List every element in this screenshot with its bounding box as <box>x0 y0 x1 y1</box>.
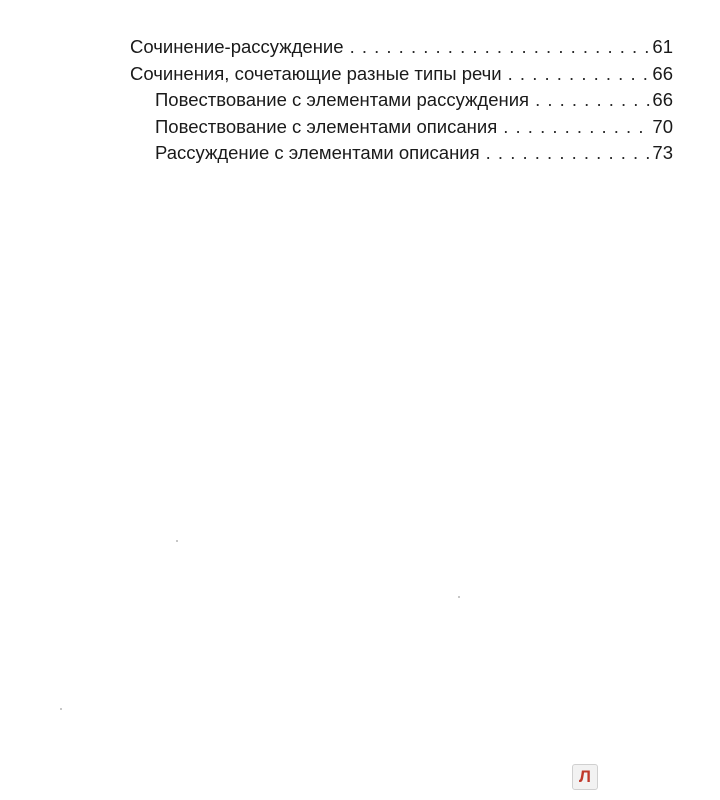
toc-dot-leader <box>480 140 653 166</box>
toc-entry-title: Сочинение-рассуждение <box>130 36 344 57</box>
table-of-contents <box>130 34 673 167</box>
toc-dot-leader <box>529 87 652 113</box>
toc-entry-title: Сочинения, сочетающие разные типы речи <box>130 62 502 84</box>
toc-page-number: 66 <box>652 62 673 84</box>
labirint-logo-icon <box>572 764 598 790</box>
toc-page-number: 73 <box>652 142 673 163</box>
toc-page-number: 61 <box>652 36 673 57</box>
toc-entry <box>130 61 673 88</box>
toc-page-number: 66 <box>652 89 673 110</box>
toc-dot-leader <box>344 34 653 60</box>
toc-subentry <box>130 114 673 141</box>
toc-dot-leader <box>497 114 652 140</box>
toc-entry <box>130 34 673 61</box>
toc-subentry-title: Повествование с элементами рассуждения <box>155 89 530 110</box>
paper-speck <box>458 596 460 598</box>
toc-dot-leader <box>502 61 653 87</box>
toc-subentry-title: Повествование с элементами описания <box>155 115 498 137</box>
paper-speck <box>176 540 178 542</box>
watermark-letter: Л <box>579 767 591 786</box>
toc-subentry <box>130 87 673 114</box>
toc-subentry-title: Рассуждение с элементами описания <box>155 142 480 163</box>
toc-subentry <box>130 140 673 167</box>
toc-page-number: 70 <box>652 115 673 137</box>
paper-speck <box>60 708 62 710</box>
